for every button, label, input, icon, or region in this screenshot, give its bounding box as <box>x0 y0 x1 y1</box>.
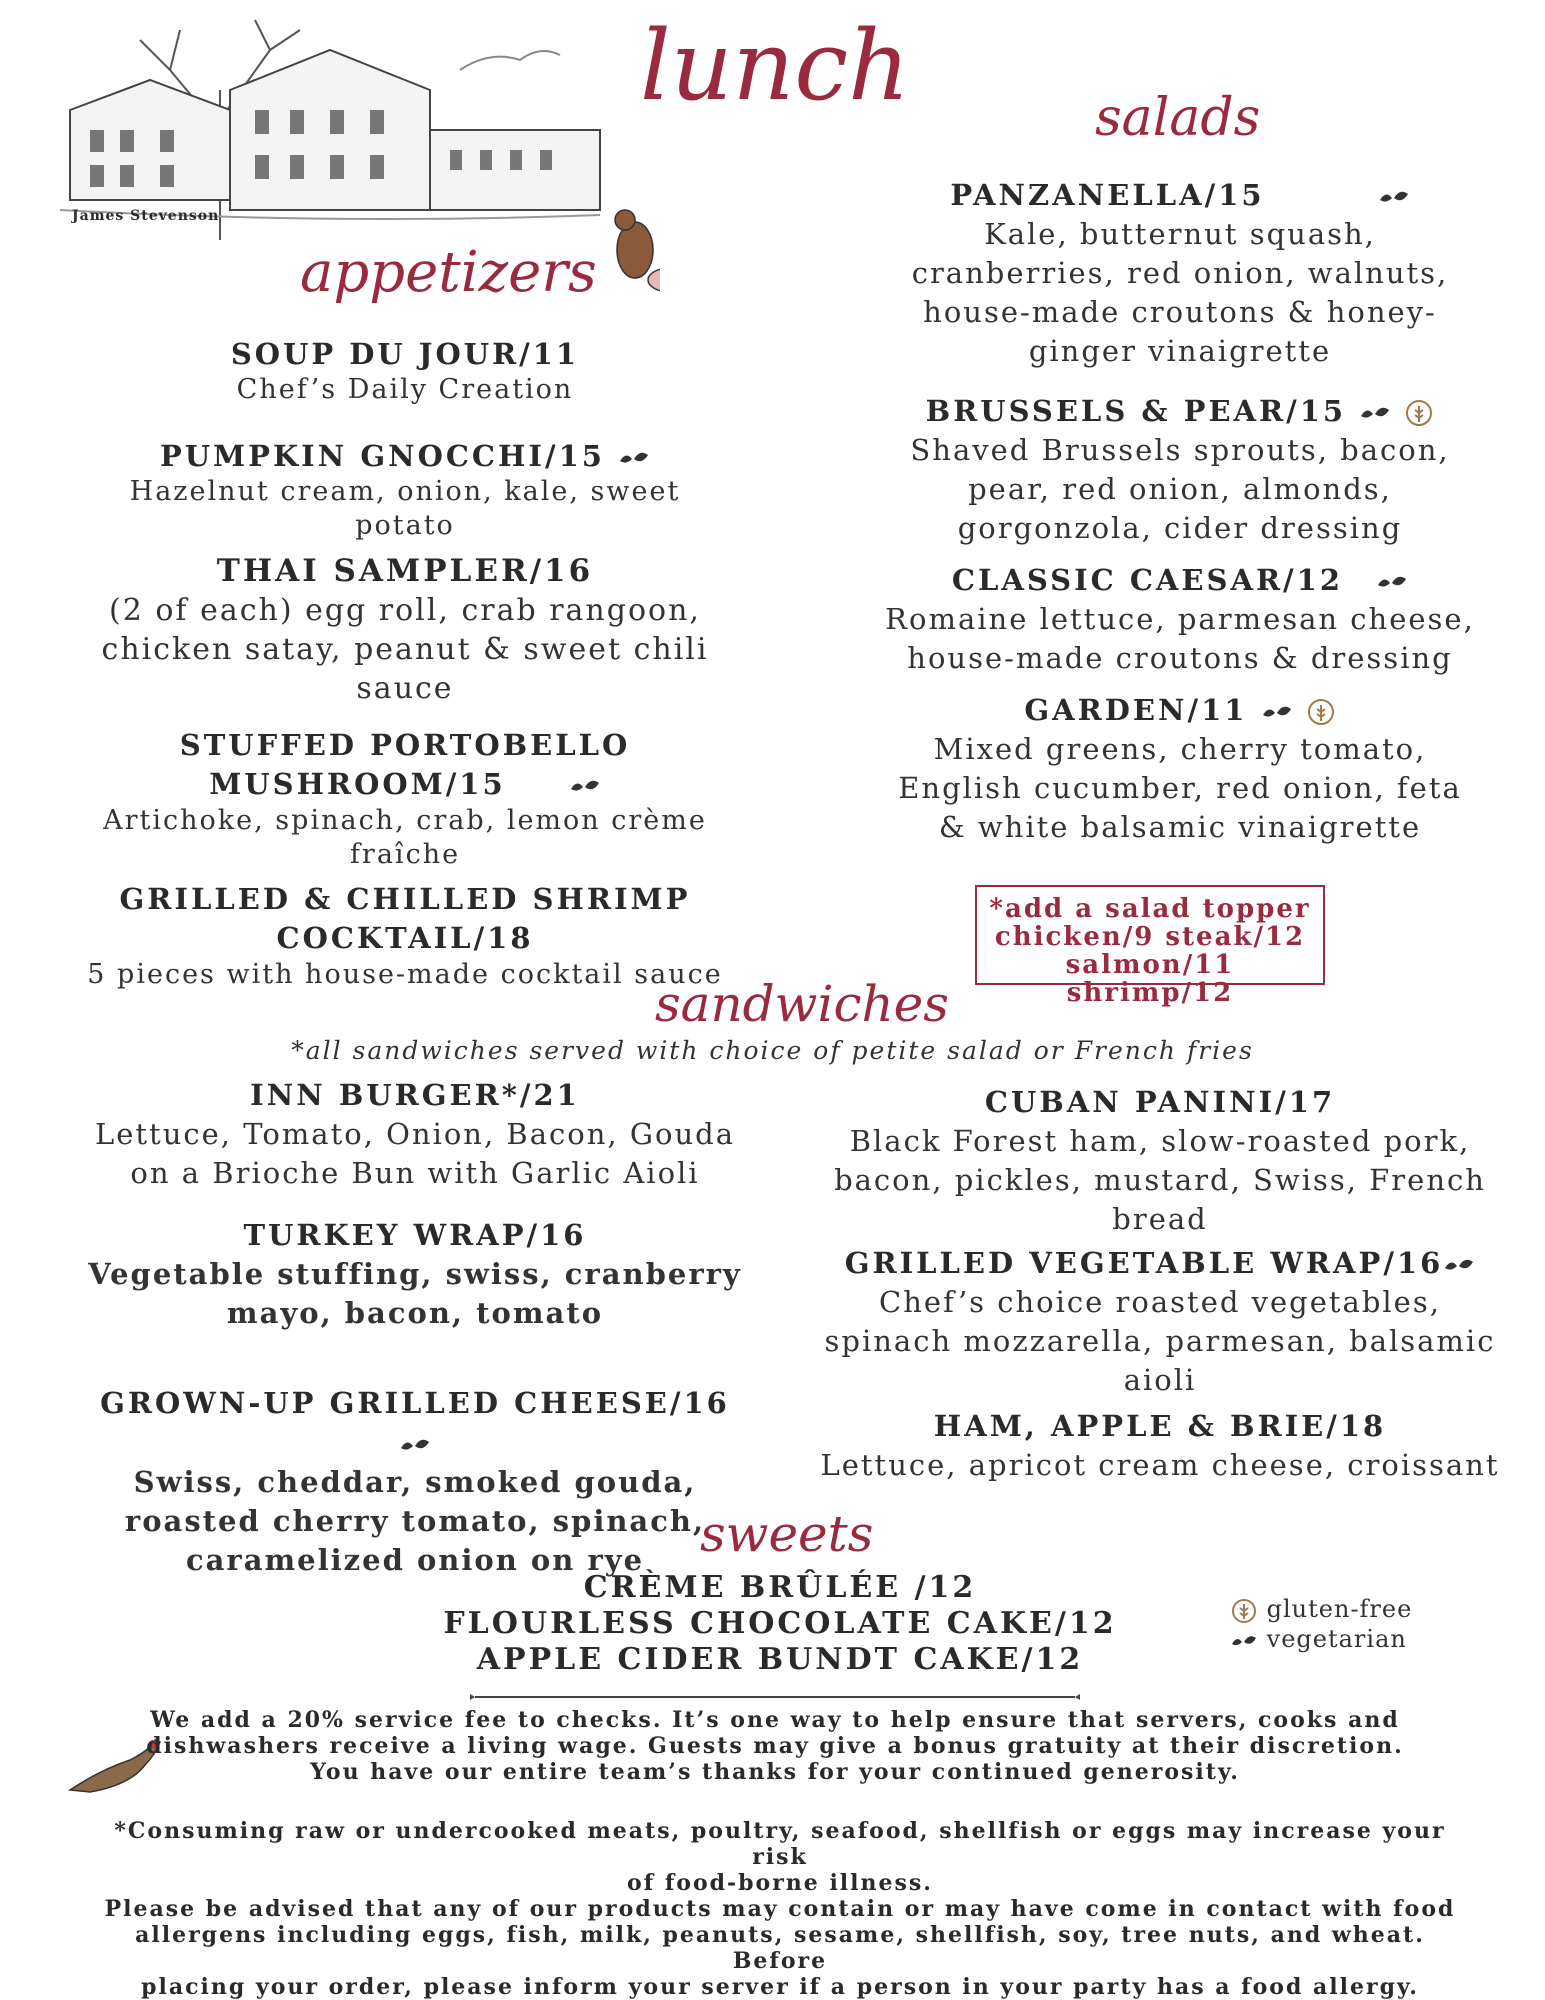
menu-item-desc: roasted cherry tomato, spinach, <box>124 1504 706 1538</box>
menu-item-title: GRILLED & CHILLED SHRIMP <box>119 882 691 916</box>
menu-item-desc: Kale, butternut squash, <box>984 217 1376 251</box>
menu-item-desc: Chef’s choice roasted vegetables, <box>879 1285 1441 1319</box>
fine-print-line: You have our entire team’s thanks for your continued generosity. <box>310 1759 1240 1785</box>
menu-item-title: THAI SAMPLER/16 <box>216 553 594 589</box>
menu-item-desc: English cucumber, red onion, feta <box>898 771 1462 805</box>
section-heading-salads: salads <box>1095 88 1261 148</box>
sweet-item: CRÈME BRÛLÉE /12 <box>583 1570 977 1605</box>
menu-item-title <box>80 1383 750 1463</box>
vegetarian-icon <box>618 449 650 467</box>
menu-item-name: GARDEN/11 <box>1024 693 1248 727</box>
menu-item-name: PANZANELLA/15 <box>950 178 1265 212</box>
menu-item-desc: Shaved Brussels sprouts, bacon, <box>910 433 1450 467</box>
menu-item-desc: Romaine lettuce, parmesan cheese, <box>885 602 1475 636</box>
artist-credit: James Stevenson <box>72 208 220 224</box>
menu-item-title: SOUP DU JOUR/11 <box>230 337 580 371</box>
menu-item-title: STUFFED PORTOBELLO <box>179 728 631 762</box>
menu-item-desc: aioli <box>1123 1363 1197 1397</box>
menu-item-desc: Swiss, cheddar, smoked gouda, <box>133 1465 697 1499</box>
menu-item-desc: 5 pieces with house-made cocktail sauce <box>87 959 723 990</box>
vegetarian-icon <box>1261 703 1293 721</box>
menu-item-name: GRILLED VEGETABLE WRAP/16 <box>844 1246 1444 1280</box>
fine-print-line: We add a 20% service fee to checks. It’s one way to help ensure that servers, cooks and <box>150 1707 1400 1733</box>
menu-item-title <box>80 765 730 804</box>
sweet-item: FLOURLESS CHOCOLATE CAKE/12 <box>443 1606 1117 1641</box>
vegetarian-icon <box>1378 188 1410 206</box>
sandwich-note: *all sandwiches served with choice of petite salad or French fries <box>291 1036 1254 1065</box>
menu-item-title <box>820 1243 1500 1283</box>
menu-item-desc: Mixed greens, cherry tomato, <box>933 732 1427 766</box>
menu-item-title <box>860 391 1500 431</box>
menu-item-name: PUMPKIN GNOCCHI/15 <box>159 439 605 473</box>
menu-item-desc: chicken satay, peanut & sweet chili sauce <box>101 632 709 706</box>
salads-list <box>860 175 1500 847</box>
menu-item-title: CUBAN PANINI/17 <box>984 1085 1336 1119</box>
salad-topper-line: *add a salad topper <box>989 894 1311 924</box>
menu-item-desc: ginger vinaigrette <box>1028 334 1332 368</box>
menu-item-desc: potato <box>355 510 455 541</box>
menu-item-desc: spinach mozzarella, parmesan, balsamic <box>824 1324 1496 1358</box>
section-heading-appetizers: appetizers <box>300 240 597 305</box>
legend-label: vegetarian <box>1266 1625 1407 1653</box>
vegetarian-icon <box>569 777 601 795</box>
menu-item-title: COCKTAIL/18 <box>276 921 534 955</box>
menu-item-title: HAM, APPLE & BRIE/18 <box>933 1409 1387 1443</box>
salad-topper-line: salmon/11 shrimp/12 <box>1065 950 1235 1008</box>
salad-topper-line: chicken/9 steak/12 <box>994 922 1306 952</box>
menu-item-title: INN BURGER*/21 <box>250 1078 580 1112</box>
menu-item-title <box>860 690 1500 730</box>
vegetarian-icon <box>399 1436 431 1454</box>
vegetarian-icon <box>1443 1256 1475 1274</box>
fine-print-line: allergens including eggs, fish, milk, peanuts, sesame, shellfish, soy, tree nuts, and wheat. Before <box>135 1922 1425 1974</box>
menu-item-name: MUSHROOM/15 <box>209 767 506 801</box>
legend-gluten-free <box>1230 1595 1412 1625</box>
menu-item-desc: bread <box>1112 1202 1208 1236</box>
menu-item-title <box>80 437 730 475</box>
section-heading-sweets: sweets <box>700 1505 874 1563</box>
menu-item-desc: gorgonzola, cider dressing <box>957 511 1403 545</box>
menu-item-desc: caramelized onion on rye <box>185 1543 645 1577</box>
food-safety-note <box>90 1818 1470 2000</box>
fine-print-line: Please be advised that any of our products may contain or may have come in contact with food <box>104 1896 1456 1922</box>
menu-item-desc: Black Forest ham, slow-roasted pork, <box>849 1124 1471 1158</box>
menu-item-title <box>860 560 1500 600</box>
gluten-free-icon <box>1306 697 1336 727</box>
appetizers-list <box>80 335 730 992</box>
menu-item-desc: fraîche <box>349 839 461 870</box>
menu-item-title <box>860 175 1500 215</box>
menu-item-desc: mayo, bacon, tomato <box>226 1296 604 1330</box>
menu-item-desc: pear, red onion, almonds, <box>968 472 1392 506</box>
menu-item-desc: cranberries, red onion, walnuts, <box>911 256 1449 290</box>
menu-item-title: TURKEY WRAP/16 <box>243 1218 587 1252</box>
sandwiches-left-list <box>80 1075 750 1580</box>
menu-item-desc: Vegetable stuffing, swiss, cranberry <box>88 1257 742 1291</box>
fine-print-line: dishwashers receive a living wage. Guests may give a bonus gratuity at their discretion. <box>146 1733 1404 1759</box>
fine-print-line: of food-borne illness. <box>627 1870 933 1896</box>
menu-item-name: GROWN-UP GRILLED CHEESE/16 <box>100 1386 730 1420</box>
page-title: lunch <box>640 10 910 122</box>
service-fee-note <box>100 1707 1450 1785</box>
menu-item-desc: Hazelnut cream, onion, kale, sweet <box>129 476 681 507</box>
fine-print-line: placing your order, please inform your server if a person in your party has a food allergy. <box>141 1974 1419 2000</box>
sandwiches-right-list <box>820 1082 1500 1485</box>
gluten-free-icon <box>1404 398 1434 428</box>
legend-label: gluten-free <box>1266 1595 1413 1623</box>
menu-item-desc: Lettuce, Tomato, Onion, Bacon, Gouda <box>94 1117 735 1151</box>
menu-item-desc: Lettuce, apricot cream cheese, croissant <box>820 1448 1500 1482</box>
menu-item-desc: Chef’s Daily Creation <box>236 374 574 405</box>
menu-item-name: BRUSSELS & PEAR/15 <box>925 394 1347 428</box>
vegetarian-icon <box>1230 1633 1258 1649</box>
legend <box>1230 1595 1412 1655</box>
legend-vegetarian <box>1230 1625 1412 1655</box>
menu-item-name: CLASSIC CAESAR/12 <box>951 563 1344 597</box>
vegetarian-icon <box>1359 404 1391 422</box>
menu-item-desc: Artichoke, spinach, crab, lemon crème <box>103 805 707 836</box>
fine-print-line: *Consuming raw or undercooked meats, poultry, seafood, shellfish or eggs may increase your risk <box>114 1818 1446 1870</box>
section-heading-sandwiches: sandwiches <box>655 975 949 1033</box>
salad-topper-box <box>975 885 1325 1008</box>
divider <box>470 1690 1080 1704</box>
sweets-list <box>380 1570 1180 1678</box>
menu-item-desc: bacon, pickles, mustard, Swiss, French <box>834 1163 1486 1197</box>
menu-item-desc: house-made croutons & dressing <box>907 641 1453 675</box>
gluten-free-icon <box>1230 1597 1258 1625</box>
menu-item-desc: & white balsamic vinaigrette <box>938 810 1422 844</box>
vegetarian-icon <box>1376 573 1408 591</box>
sweet-item: APPLE CIDER BUNDT CAKE/12 <box>476 1642 1084 1677</box>
menu-item-desc: (2 of each) egg roll, crab rangoon, <box>109 593 701 628</box>
menu-item-desc: house-made croutons & honey- <box>923 295 1437 329</box>
menu-item-desc: on a Brioche Bun with Garlic Aioli <box>130 1156 700 1190</box>
